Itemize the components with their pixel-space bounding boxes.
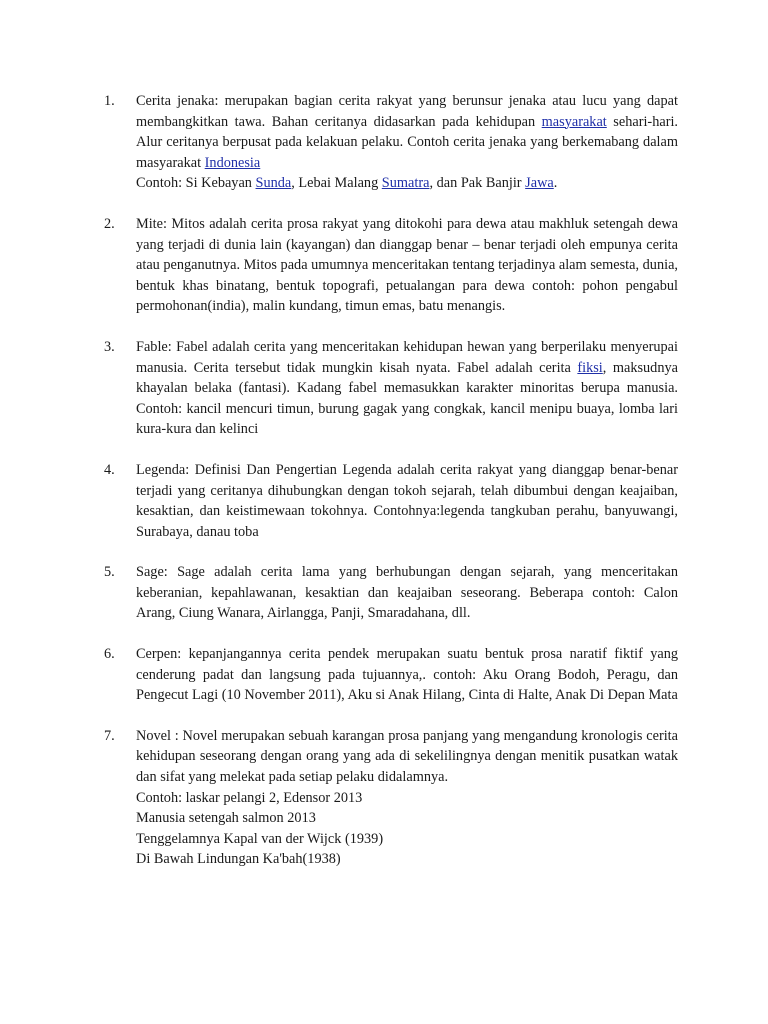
list-item	[104, 726, 678, 870]
list-item	[104, 562, 678, 624]
item-number: 5.	[104, 564, 115, 581]
list-item	[104, 337, 678, 440]
example-line: Tenggelamnya Kapal van der Wijck (1939)	[136, 830, 384, 847]
link-masyarakat[interactable]: masyarakat	[541, 113, 607, 130]
list-item	[104, 214, 678, 317]
item-text: Cerpen: kepanjangannya cerita pendek merupakan suatu bentuk prosa naratif fiktif yang cenderung padat dan langsung pada tujuannya,. contoh: Aku Orang Bodoh, Peragu, dan Pengecut Lagi (10 November 2011), Aku si Anak Hilang, Cinta di Halte, Anak Di Depan Mata	[136, 646, 678, 704]
item-number: 6.	[104, 646, 115, 663]
link-sumatra[interactable]: Sumatra	[381, 175, 430, 192]
item-text: Novel : Novel merupakan sebuah karangan prosa panjang yang mengandung kronologis cerita kehidupan seseorang dengan orang yang ada di sekelilingnya dengan menitik pusatkan watak dan sifat yang melekat pada setiap pelaku didalamnya.	[136, 727, 678, 786]
item-number: 4.	[104, 461, 115, 478]
item-number: 3.	[104, 338, 115, 355]
item-example: Contoh: Si Kebayan Sunda, Lebai Malang Sumatra, dan Pak Banjir Jawa.	[136, 175, 558, 192]
item-number: 7.	[104, 727, 115, 744]
item-text: Fable: Fabel adalah cerita yang menceritakan kehidupan hewan yang berperilaku menyerupai manusia. Cerita tersebut tidak mungkin kisah nyata. Fabel adalah cerita fiksi, maksudnya khayalan belaka (fantasi). Kadang fabel memasukkan karakter minoritas berupa manusia. Contoh: kancil mencuri timun, burung gagak yang congkak, kancil menipu buaya, lomba lari kura-kura dan kelinci	[136, 338, 678, 438]
link-indonesia[interactable]: Indonesia	[204, 154, 261, 171]
link-jawa[interactable]: Jawa	[525, 175, 554, 192]
story-type-list	[104, 91, 678, 890]
link-sunda[interactable]: Sunda	[255, 175, 292, 192]
item-text: Legenda: Definisi Dan Pengertian Legenda adalah cerita rakyat yang dianggap benar-benar terjadi yang ceritanya dihubungkan dengan tokoh sejarah, telah dibumbui dengan keajaiban, kesaktian, dan keistimewaan tokohnya. Contohnya:legenda tangkuban perahu, banyuwangi, Surabaya, danau toba	[136, 461, 678, 540]
link-fiksi[interactable]: fiksi	[577, 359, 603, 376]
list-item	[104, 644, 678, 706]
item-text: Sage: Sage adalah cerita lama yang berhubungan dengan sejarah, yang menceritakan keberanian, kepahlawanan, kesaktian dan keajaiban seseorang. Beberapa contoh: Calon Arang, Ciung Wanara, Airlangga, Panji, Smaradahana, dll.	[136, 564, 678, 622]
item-text: Cerita jenaka: merupakan bagian cerita rakyat yang berunsur jenaka atau lucu yang dapat membangkitkan tawa. Bahan ceritanya didasarkan pada kehidupan masyarakat sehari-hari. Alur ceritanya berpusat pada kelakuan pelaku. Contoh cerita jenaka yang berkemabang dalam masyarakat Indonesia	[136, 93, 678, 171]
item-number: 1.	[104, 93, 115, 109]
item-text: Mite: Mitos adalah cerita prosa rakyat yang ditokohi para dewa atau makhluk setengah dewa yang terjadi di dunia lain (kayangan) dan dianggap benar – benar terjadi oleh empunya cerita atau penganutnya. Mitos pada umumnya menceritakan tentang terjadinya alam semesta, dunia, bentuk khas binatang, bentuk topografi, petualangan para dewa contoh: pohon pengabul permohonan(india), malin kundang, timun emas, batu menangis.	[136, 215, 678, 315]
list-item	[104, 460, 678, 542]
list-item	[104, 91, 678, 194]
item-number: 2.	[104, 215, 115, 232]
example-line: Di Bawah Lindungan Ka'bah(1938)	[136, 851, 341, 868]
example-line: Manusia setengah salmon 2013	[136, 810, 316, 827]
example-line: Contoh: laskar pelangi 2, Edensor 2013	[136, 789, 363, 806]
